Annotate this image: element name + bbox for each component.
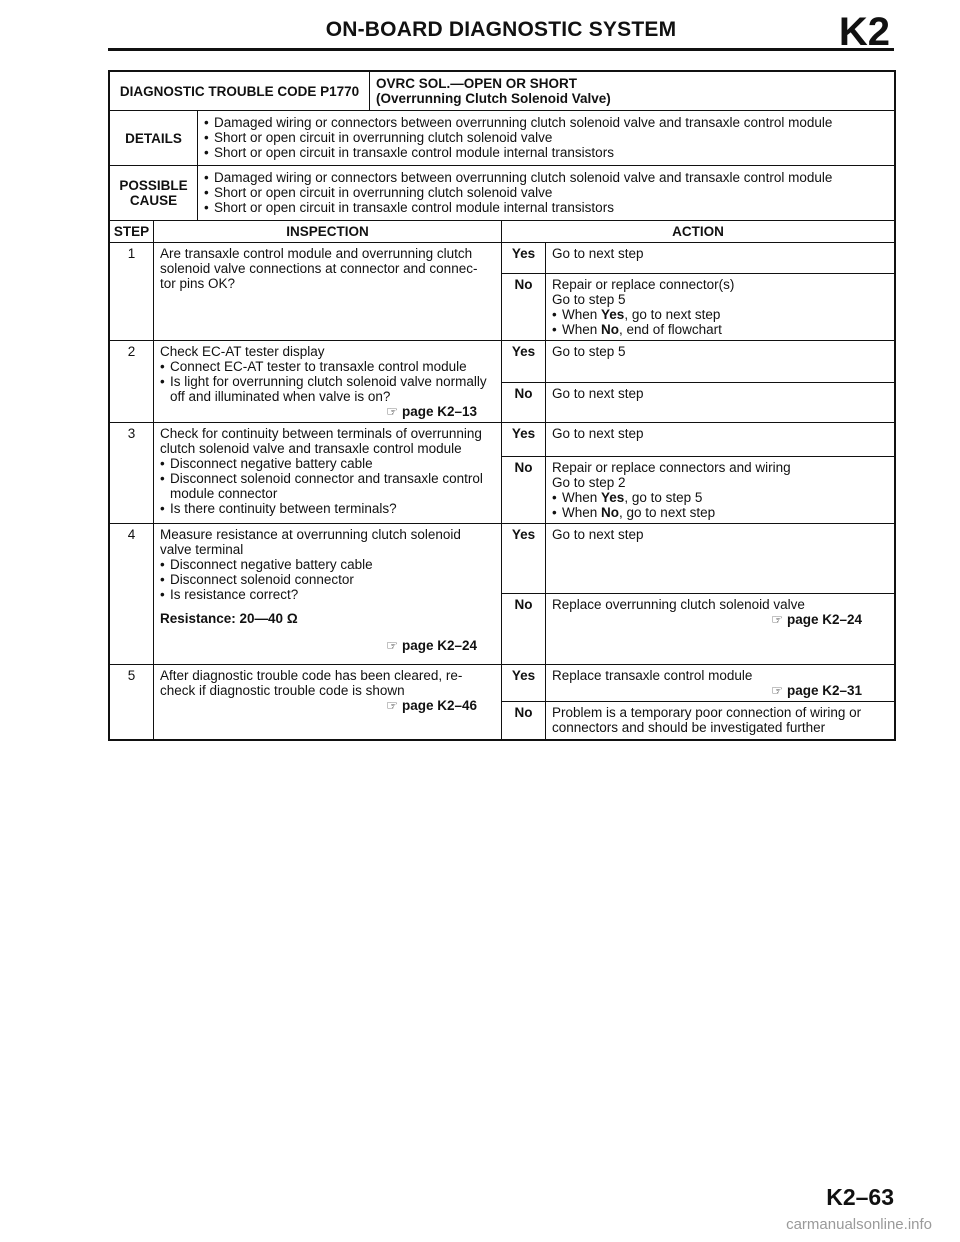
action-text: Problem is a temporary poor connection of wiring or bbox=[552, 705, 862, 720]
possible-cause-item: • Damaged wiring or connectors between overrunning clutch solenoid valve and transaxle control module bbox=[204, 170, 888, 185]
inspection-bullet: • Is there continuity between terminals? bbox=[160, 501, 495, 516]
column-inspection: INSPECTION bbox=[154, 221, 502, 243]
yes-label: Yes bbox=[502, 423, 546, 457]
no-label: No bbox=[502, 274, 546, 341]
step-inspection bbox=[154, 665, 502, 740]
inspection-bullet: • Disconnect solenoid connector and transaxle control bbox=[160, 471, 495, 486]
action-bullet bbox=[552, 490, 888, 505]
action-text: connectors and should be investigated further bbox=[552, 720, 826, 735]
action-bullet-text: , end of flowchart bbox=[619, 322, 722, 337]
step-number: 4 bbox=[110, 524, 154, 665]
step-row bbox=[110, 243, 895, 274]
inspection-text: valve terminal bbox=[160, 542, 244, 557]
page-header bbox=[108, 10, 894, 54]
inspection-text: module connector bbox=[170, 486, 278, 501]
no-action bbox=[546, 274, 895, 341]
yes-label: Yes bbox=[502, 665, 546, 702]
inspection-text: tor pins OK? bbox=[160, 276, 236, 291]
inspection-text: After diagnostic trouble code has been cleared, re- bbox=[160, 668, 463, 683]
inspection-bullet: • Disconnect solenoid connector bbox=[160, 572, 495, 587]
step-number: 3 bbox=[110, 423, 154, 524]
page-title: ON-BOARD DIAGNOSTIC SYSTEM bbox=[325, 18, 677, 41]
step-inspection bbox=[154, 243, 502, 341]
yes-label: Yes bbox=[502, 243, 546, 274]
action-text: Replace transaxle control module bbox=[552, 668, 753, 683]
page-reference[interactable] bbox=[160, 404, 495, 419]
page-reference[interactable] bbox=[160, 638, 495, 653]
action-bullet-text: When bbox=[562, 490, 602, 505]
page-reference[interactable] bbox=[552, 683, 888, 698]
action-text: Repair or replace connectors and wiring bbox=[552, 460, 791, 475]
details-item: • Damaged wiring or connectors between overrunning clutch solenoid valve and transaxle control module bbox=[204, 115, 888, 130]
page-reference-text: page K2–24 bbox=[786, 612, 862, 627]
possible-cause-label-line2: CAUSE bbox=[129, 193, 178, 208]
diagnostic-table bbox=[108, 70, 896, 741]
page-reference-text: page K2–13 bbox=[401, 404, 477, 419]
dtc-header-table bbox=[109, 71, 895, 111]
yes-label: Yes bbox=[502, 341, 546, 383]
step-number: 1 bbox=[110, 243, 154, 341]
pointing-hand-icon: ☞ bbox=[771, 683, 784, 698]
pointing-hand-icon: ☞ bbox=[771, 612, 784, 627]
page-reference-text: page K2–24 bbox=[401, 638, 477, 653]
yes-action: Go to next step bbox=[546, 423, 895, 457]
dtc-description bbox=[370, 72, 895, 111]
step-inspection bbox=[154, 341, 502, 423]
action-bullet-text: When bbox=[562, 307, 602, 322]
dtc-label: DIAGNOSTIC TROUBLE CODE P1770 bbox=[110, 72, 370, 111]
no-action bbox=[546, 594, 895, 665]
action-bullet-text: When bbox=[562, 322, 602, 337]
watermark: carmanualsonline.info bbox=[786, 1216, 932, 1233]
details-item: • Short or open circuit in transaxle control module internal transistors bbox=[204, 145, 888, 160]
action-bullet-keyword: No bbox=[601, 505, 620, 520]
possible-cause-item: • Short or open circuit in transaxle control module internal transistors bbox=[204, 200, 888, 215]
action-text: Go to step 2 bbox=[552, 475, 626, 490]
possible-cause-item: • Short or open circuit in overrunning clutch solenoid valve bbox=[204, 185, 888, 200]
inspection-text: check if diagnostic trouble code is shown bbox=[160, 683, 405, 698]
details-content bbox=[198, 111, 895, 166]
pointing-hand-icon: ☞ bbox=[386, 698, 399, 713]
page-number: K2–63 bbox=[826, 1184, 894, 1210]
inspection-bullet: • Connect EC-AT tester to transaxle control module bbox=[160, 359, 495, 374]
details-label: DETAILS bbox=[110, 111, 198, 166]
steps-table bbox=[109, 221, 895, 740]
step-inspection bbox=[154, 423, 502, 524]
action-bullet-text: , go to next step bbox=[619, 505, 716, 520]
section-code: K2 bbox=[838, 10, 890, 54]
inspection-text: clutch solenoid valve and transaxle control module bbox=[160, 441, 462, 456]
inspection-text: off and illuminated when valve is on? bbox=[170, 389, 391, 404]
step-inspection bbox=[154, 524, 502, 665]
page-reference-text: page K2–31 bbox=[786, 683, 862, 698]
page-reference[interactable] bbox=[160, 698, 495, 713]
action-bullet-keyword: No bbox=[601, 322, 620, 337]
action-bullet-keyword: Yes bbox=[601, 307, 625, 322]
step-row bbox=[110, 524, 895, 594]
action-bullet bbox=[552, 505, 888, 520]
action-text: Repair or replace connector(s) bbox=[552, 277, 735, 292]
possible-cause-content bbox=[198, 166, 895, 221]
inspection-bullet: • Disconnect negative battery cable bbox=[160, 456, 495, 471]
action-bullet-text: , go to next step bbox=[624, 307, 721, 322]
yes-action: Go to next step bbox=[546, 243, 895, 274]
resistance-spec: Resistance: 20—40 Ω bbox=[160, 611, 298, 626]
pointing-hand-icon: ☞ bbox=[386, 404, 399, 419]
no-action: Go to next step bbox=[546, 383, 895, 423]
yes-action bbox=[546, 665, 895, 702]
action-bullet bbox=[552, 322, 888, 337]
step-number: 2 bbox=[110, 341, 154, 423]
column-action: ACTION bbox=[502, 221, 895, 243]
column-step: STEP bbox=[110, 221, 154, 243]
inspection-bullet: • Is resistance correct? bbox=[160, 587, 495, 602]
possible-cause-label bbox=[110, 166, 198, 221]
dtc-description-line1: OVRC SOL.—OPEN OR SHORT bbox=[376, 76, 578, 91]
yes-action: Go to next step bbox=[546, 524, 895, 594]
action-text: Replace overrunning clutch solenoid valve bbox=[552, 597, 805, 612]
inspection-text: Check EC-AT tester display bbox=[160, 344, 325, 359]
inspection-text: Measure resistance at overrunning clutch solenoid bbox=[160, 527, 461, 542]
pointing-hand-icon: ☞ bbox=[386, 638, 399, 653]
page-reference-text: page K2–46 bbox=[401, 698, 477, 713]
possible-cause-label-line1: POSSIBLE bbox=[119, 178, 188, 193]
page-reference[interactable] bbox=[552, 612, 888, 627]
no-label: No bbox=[502, 594, 546, 665]
step-row bbox=[110, 423, 895, 457]
inspection-text: Check for continuity between terminals of overrunning bbox=[160, 426, 482, 441]
inspection-bullet: • Is light for overrunning clutch solenoid valve normally bbox=[160, 374, 495, 389]
no-label: No bbox=[502, 383, 546, 423]
action-bullet-text: , go to step 5 bbox=[624, 490, 703, 505]
step-number: 5 bbox=[110, 665, 154, 740]
step-row bbox=[110, 665, 895, 702]
action-text: Go to step 5 bbox=[552, 292, 626, 307]
action-bullet bbox=[552, 307, 888, 322]
yes-label: Yes bbox=[502, 524, 546, 594]
details-item: • Short or open circuit in overrunning clutch solenoid valve bbox=[204, 130, 888, 145]
inspection-bullet: • Disconnect negative battery cable bbox=[160, 557, 495, 572]
action-bullet-keyword: Yes bbox=[601, 490, 625, 505]
yes-action: Go to step 5 bbox=[546, 341, 895, 383]
details-table bbox=[109, 111, 895, 221]
no-action bbox=[546, 457, 895, 524]
no-action bbox=[546, 702, 895, 740]
no-label: No bbox=[502, 457, 546, 524]
step-row bbox=[110, 341, 895, 383]
action-bullet-text: When bbox=[562, 505, 602, 520]
header-rule bbox=[108, 48, 894, 51]
dtc-description-line2: (Overrunning Clutch Solenoid Valve) bbox=[376, 91, 611, 106]
inspection-text: solenoid valve connections at connector and connec- bbox=[160, 261, 478, 276]
no-label: No bbox=[502, 702, 546, 740]
inspection-text: Are transaxle control module and overrunning clutch bbox=[160, 246, 473, 261]
